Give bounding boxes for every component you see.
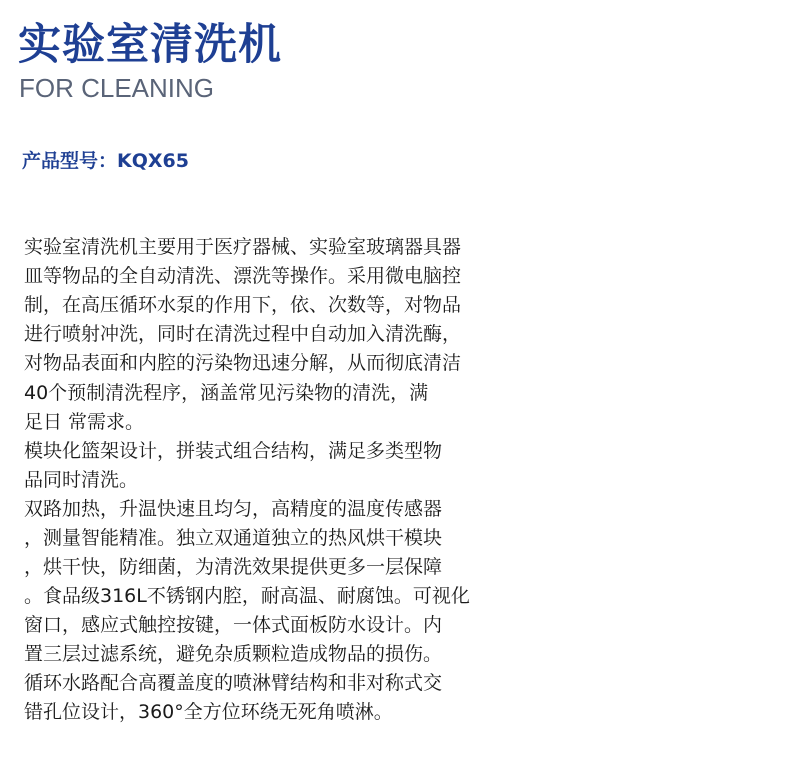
- feature-line: 40个预制清洗程序，涵盖常见污染物的清洗，满: [24, 382, 429, 404]
- feature-line: 。食品级316L不锈钢内腔，耐高温、耐腐蚀。可视化: [24, 585, 470, 607]
- feature-line: ，测量智能精准。独立双通道独立的热风烘干模块: [24, 527, 443, 549]
- feature-line: ，烘干快，防细菌，为清洗效果提供更多一层保障: [24, 556, 443, 578]
- feature-line: 循环水路配合高覆盖度的喷淋臂结构和非对称式交: [24, 672, 443, 694]
- feature-line: 足日 常需求。: [24, 411, 145, 433]
- intro-line: 实验室清洗机主要用于医疗器械、实验室玻璃器具器: [24, 236, 462, 258]
- feature-line: 错孔位设计，360°全方位环绕无死角喷淋。: [24, 701, 393, 723]
- intro-line: 制，在高压循环水泵的作用下，依、次数等，对物品: [24, 294, 462, 316]
- intro-line: 皿等物品的全自动清洗、漂洗等操作。采用微电脑控: [24, 265, 462, 287]
- intro-paragraph: [24, 233, 461, 378]
- intro-line: 对物品表面和内腔的污染物迅速分解，从而彻底清洁: [24, 352, 462, 374]
- features-paragraph: [24, 379, 470, 727]
- intro-line: 进行喷射冲洗，同时在清洗过程中自动加入清洗酶，: [24, 323, 462, 345]
- product-model: 产品型号：KQX65: [22, 150, 189, 172]
- page-subtitle: FOR CLEANING: [19, 73, 215, 103]
- feature-line: 置三层过滤系统，避免杂质颗粒造成物品的损伤。: [24, 643, 443, 665]
- page-title: 实验室清洗机: [18, 20, 282, 70]
- feature-line: 品同时清洗。: [24, 469, 139, 491]
- feature-line: 窗口，感应式触控按键，一体式面板防水设计。内: [24, 614, 443, 636]
- feature-line: 双路加热，升温快速且均匀，高精度的温度传感器: [24, 498, 443, 520]
- feature-line: 模块化篮架设计，拼装式组合结构，满足多类型物: [24, 440, 443, 462]
